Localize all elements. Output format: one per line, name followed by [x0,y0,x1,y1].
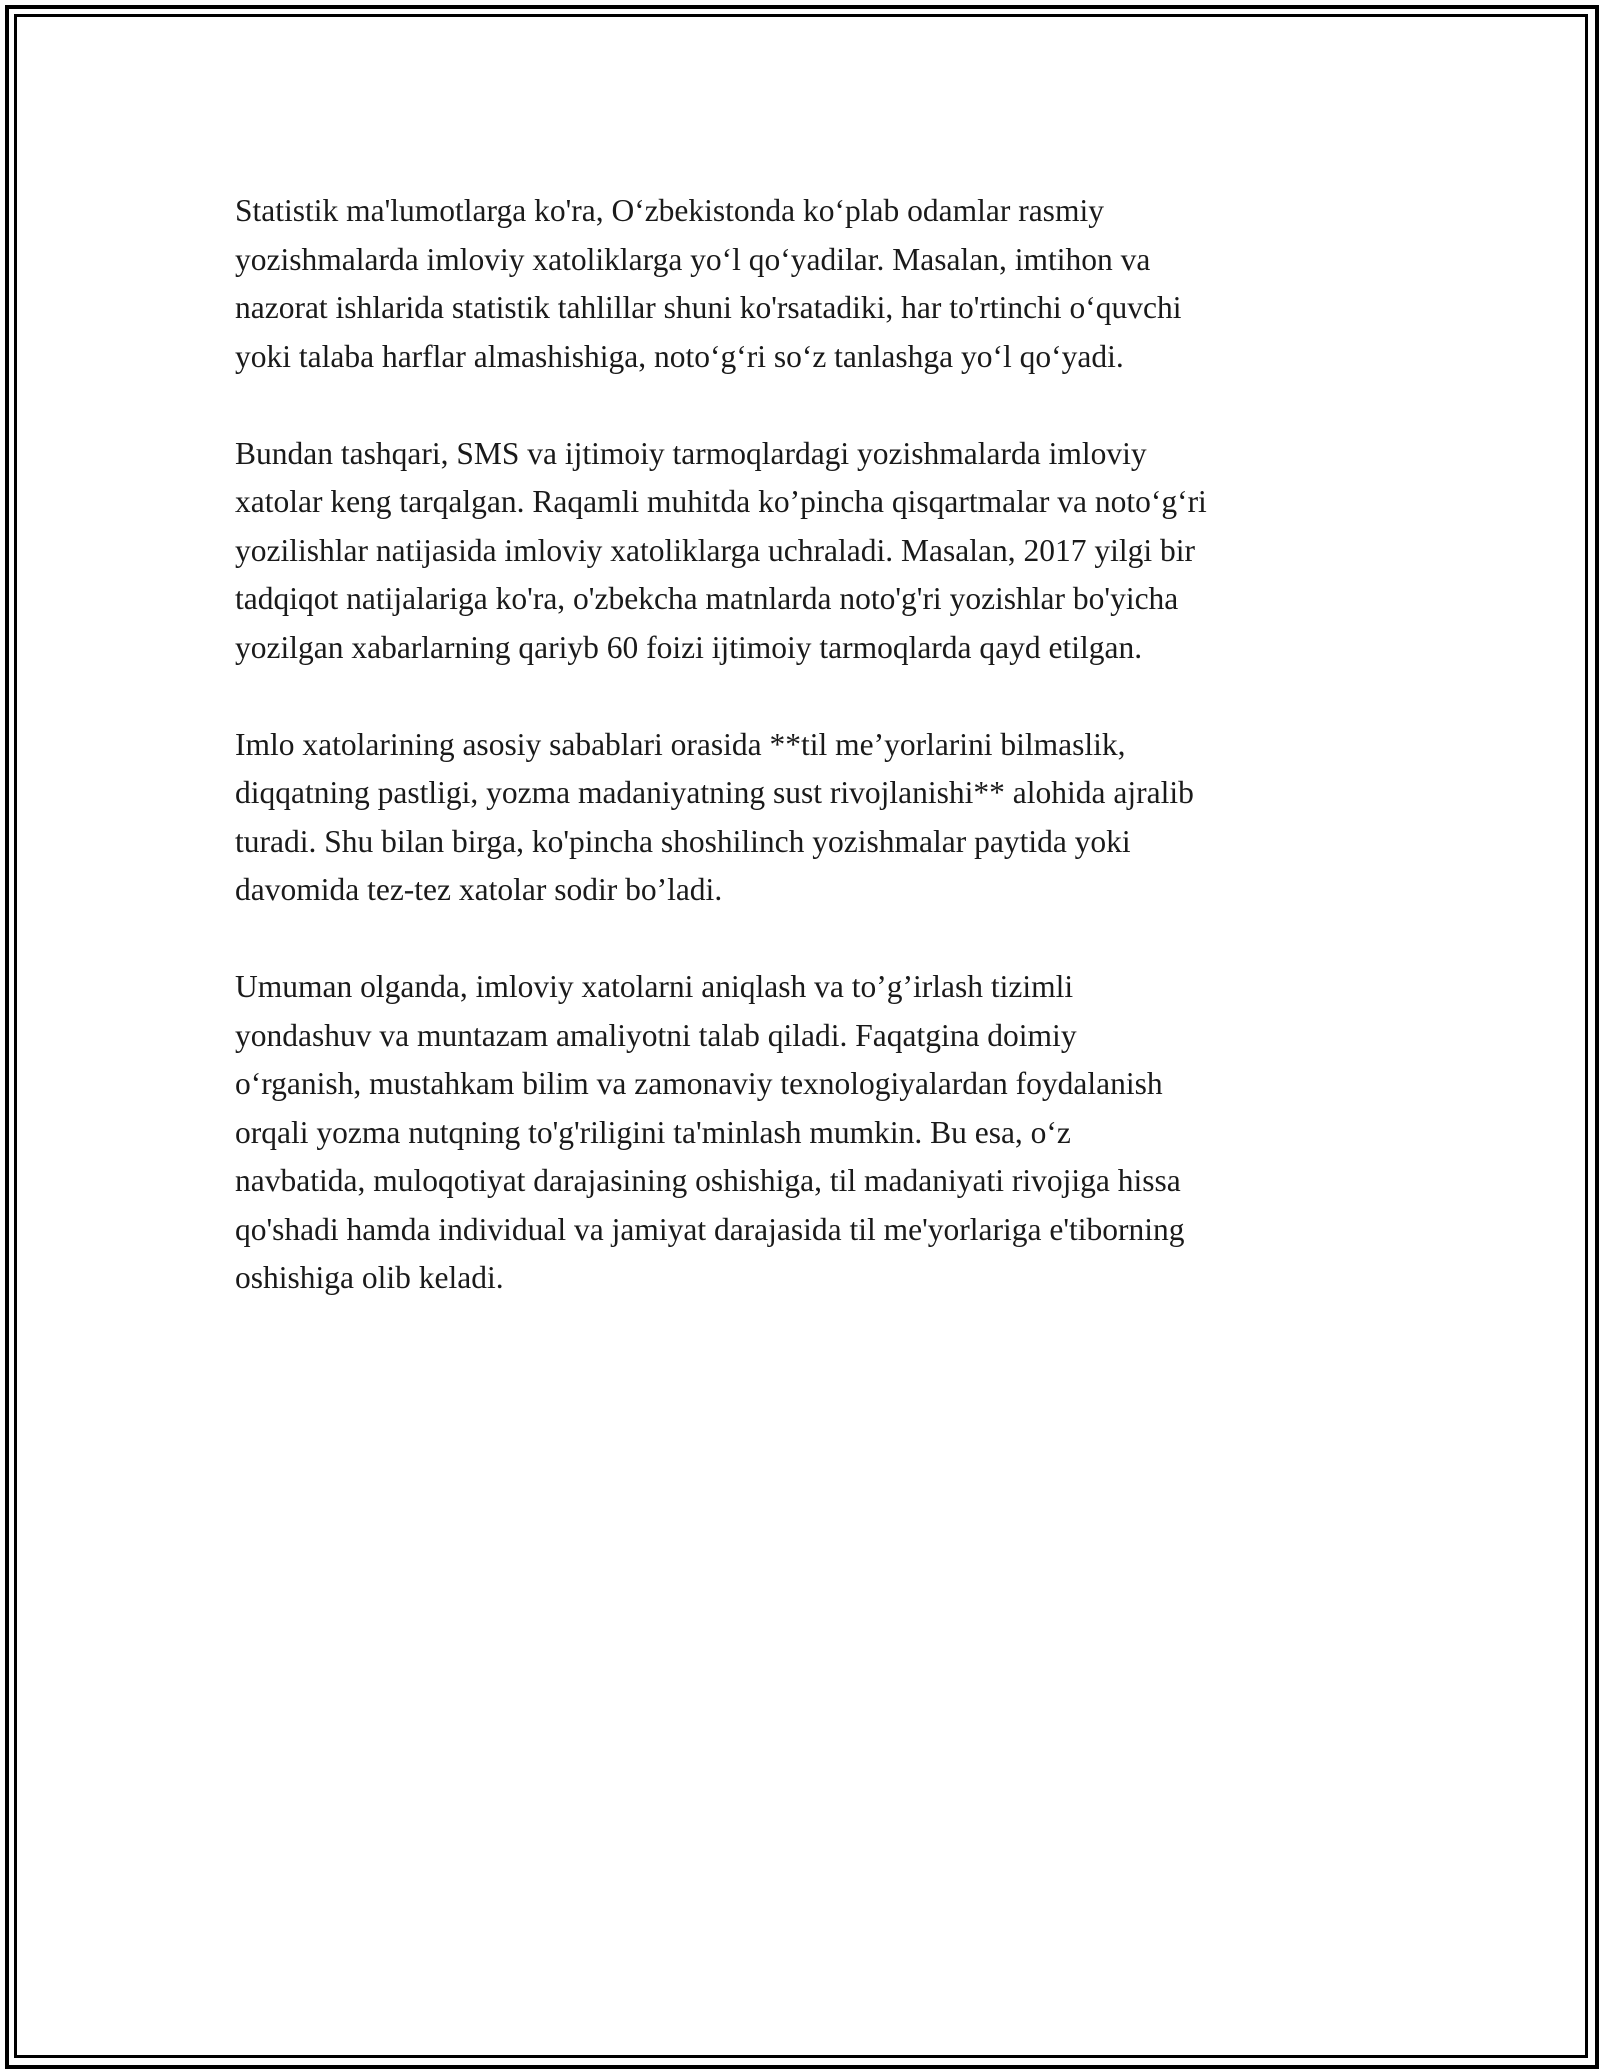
text-line: yondashuv va muntazam amaliyotni talab qiladi. Faqatgina doimiy [235,1017,1077,1053]
text-line: Umuman olganda, imloviy xatolarni aniqlash va to’g’irlash tizimli [235,969,1074,1004]
text-line: qo'shadi hamda individual va jamiyat darajasida til me'yorlariga e'tiborning [235,1211,1185,1247]
document-body [235,187,1365,1351]
text-line: tadqiqot natijalariga ko'ra, o'zbekcha matnlarda noto'g'ri yozishlar bo'yicha [235,581,1179,616]
text-line: yoki talaba harflar almashishiga, noto‘g‘ri so‘z tanlashga yo‘l qo‘yadi. [235,338,1124,374]
text-line: oshishiga olib keladi. [235,1260,504,1295]
text-line: yozishmalarda imloviy xatoliklarga yo‘l qo‘yadilar. Masalan, imtihon va [235,241,1151,277]
paragraph-4 [235,963,1365,1303]
text-line: navbatida, muloqotiyat darajasining oshishiga, til madaniyati rivojiga hissa [235,1163,1181,1198]
text-line: turadi. Shu bilan birga, ko'pincha shoshilinch yozishmalar paytida yoki [235,823,1131,859]
text-line: Statistik ma'lumotlarga ko'ra, O‘zbekistonda ko‘plab odamlar rasmiy [235,193,1104,228]
paragraph-1 [235,187,1365,381]
text-line: diqqatning pastligi, yozma madaniyatning sust rivojlanishi** alohida ajralib [235,775,1194,810]
text-line: davomida tez-tez xatolar sodir bo’ladi. [235,872,723,907]
text-line: Bundan tashqari, SMS va ijtimoiy tarmoqlardagi yozishmalarda imloviy [235,435,1147,471]
text-line: Imlo xatolarining asosiy sabablari orasida **til me’yorlarini bilmaslik, [235,726,1126,762]
paragraph-2 [235,430,1365,673]
text-line: nazorat ishlarida statistik tahlillar shuni ko'rsatadiki, har to'rtinchi o‘quvchi [235,290,1182,325]
text-line: xatolar keng tarqalgan. Raqamli muhitda ko’pincha qisqartmalar va noto‘g‘ri [235,484,1207,519]
text-line: yozilgan xabarlarning qariyb 60 foizi ijtimoiy tarmoqlarda qayd etilgan. [235,629,1143,665]
paragraph-3 [235,721,1365,915]
text-line: orqali yozma nutqning to'g'riligini ta'minlash mumkin. Bu esa, o‘z [235,1114,1071,1150]
text-line: o‘rganish, mustahkam bilim va zamonaviy texnologiyalardan foydalanish [235,1066,1163,1101]
text-line: yozilishlar natijasida imloviy xatoliklarga uchraladi. Masalan, 2017 yilgi bir [235,532,1195,568]
